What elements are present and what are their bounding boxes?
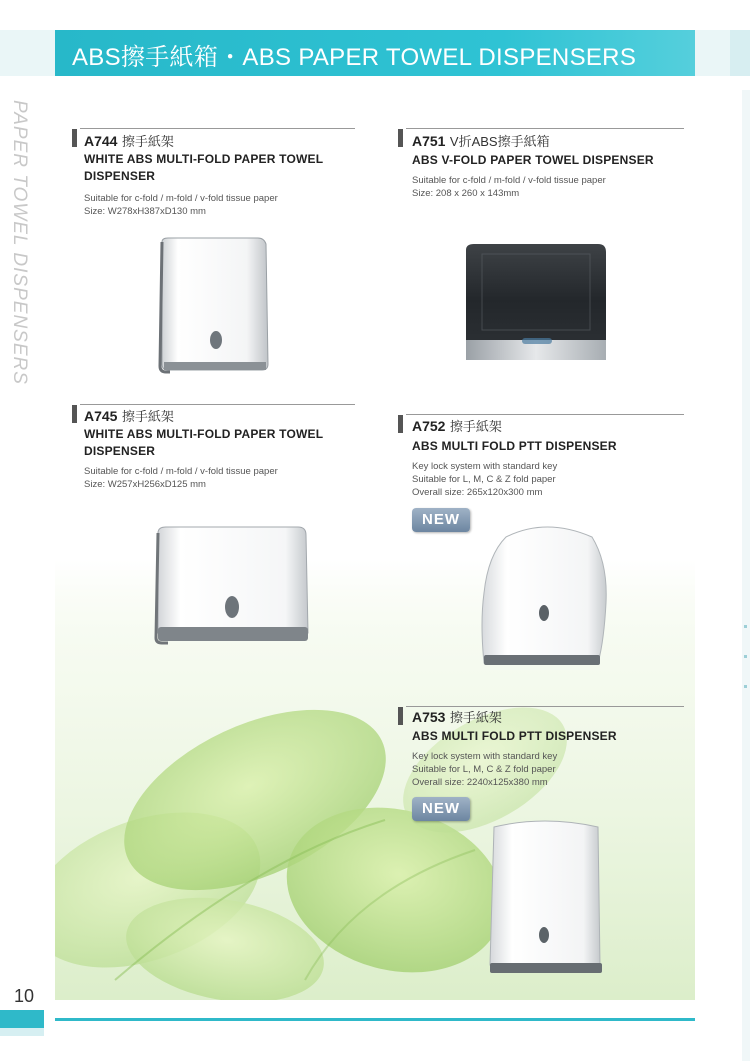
heading-bar	[72, 129, 77, 147]
model-number: A745	[84, 408, 118, 424]
product-name-a752	[412, 438, 617, 455]
model-number: A752	[412, 418, 446, 434]
model-number: A744	[84, 133, 118, 149]
name-line: DISPENSER	[84, 444, 156, 458]
chinese-name: 擦手紙架	[121, 134, 174, 149]
name-line: WHITE ABS MULTI-FOLD PAPER TOWEL	[84, 152, 324, 166]
product-heading-a752	[412, 416, 502, 436]
product-image-a752	[476, 523, 616, 678]
model-number: A753	[412, 709, 446, 725]
product-image-a745	[150, 523, 315, 656]
side-section-label: PAPER TOWEL DISPENSERS	[9, 100, 30, 385]
desc-line: Key lock system with standard key	[412, 461, 558, 472]
product-desc-a744	[84, 192, 278, 218]
heading-bar	[398, 129, 403, 147]
product-name-a751	[412, 152, 654, 169]
name-line: ABS MULTI FOLD PTT DISPENSER	[412, 729, 617, 743]
new-badge: NEW	[412, 797, 470, 821]
desc-line: Key lock system with standard key	[412, 751, 558, 762]
heading-bar	[72, 405, 77, 423]
desc-line: Size: W278xH387xD130 mm	[84, 206, 206, 217]
desc-line: Size: W257xH256xD125 mm	[84, 479, 206, 490]
chinese-name: 擦手紙架	[449, 710, 502, 725]
edge-dot	[744, 685, 747, 688]
product-heading-a753	[412, 707, 502, 727]
product-name-a745	[84, 426, 323, 460]
desc-line: Overall size: 2240x125x380 mm	[412, 777, 548, 788]
desc-line: Suitable for c-fold / m-fold / v-fold tissue paper	[412, 175, 606, 186]
page-number: 10	[14, 986, 35, 1006]
name-line: DISPENSER	[84, 169, 156, 183]
desc-line: Suitable for L, M, C & Z fold paper	[412, 764, 556, 775]
product-heading-a745	[84, 406, 174, 426]
product-image-a753	[484, 815, 609, 985]
name-line: WHITE ABS MULTI-FOLD PAPER TOWEL	[84, 427, 324, 441]
product-desc-a753	[412, 750, 557, 789]
heading-rule	[406, 414, 684, 415]
chinese-name: V折ABS擦手紙箱	[449, 134, 550, 149]
desc-line: Overall size: 265x120x300 mm	[412, 487, 543, 498]
footer-light-block	[0, 1028, 44, 1036]
footer-accent-block	[0, 1010, 44, 1028]
product-desc-a751	[412, 174, 606, 200]
footer-rule	[55, 1018, 695, 1021]
heading-rule	[406, 128, 684, 129]
product-heading-a744	[84, 131, 174, 151]
product-name-a744	[84, 151, 323, 185]
product-desc-a752	[412, 460, 557, 499]
heading-bar	[398, 415, 403, 433]
right-edge-strip	[742, 90, 750, 1061]
product-desc-a745	[84, 465, 278, 491]
heading-rule	[80, 404, 355, 405]
edge-dot	[744, 655, 747, 658]
header-side-block	[730, 30, 750, 76]
desc-line: Suitable for L, M, C & Z fold paper	[412, 474, 556, 485]
desc-line: Size: 208 x 260 x 143mm	[412, 188, 520, 199]
name-line: ABS MULTI FOLD PTT DISPENSER	[412, 439, 617, 453]
product-image-a751	[462, 240, 612, 370]
product-heading-a751	[412, 131, 550, 151]
page-title: ABS擦手紙箱・ABS PAPER TOWEL DISPENSERS	[72, 44, 637, 71]
desc-line: Suitable for c-fold / m-fold / v-fold tissue paper	[84, 466, 278, 477]
heading-rule	[80, 128, 355, 129]
edge-dot	[744, 625, 747, 628]
product-name-a753	[412, 728, 617, 745]
heading-bar	[398, 707, 403, 725]
model-number: A751	[412, 133, 446, 149]
desc-line: Suitable for c-fold / m-fold / v-fold tissue paper	[84, 193, 278, 204]
chinese-name: 擦手紙架	[121, 409, 174, 424]
product-image-a744	[150, 236, 280, 386]
chinese-name: 擦手紙架	[449, 419, 502, 434]
name-line: ABS V-FOLD PAPER TOWEL DISPENSER	[412, 153, 654, 167]
new-badge: NEW	[412, 508, 470, 532]
